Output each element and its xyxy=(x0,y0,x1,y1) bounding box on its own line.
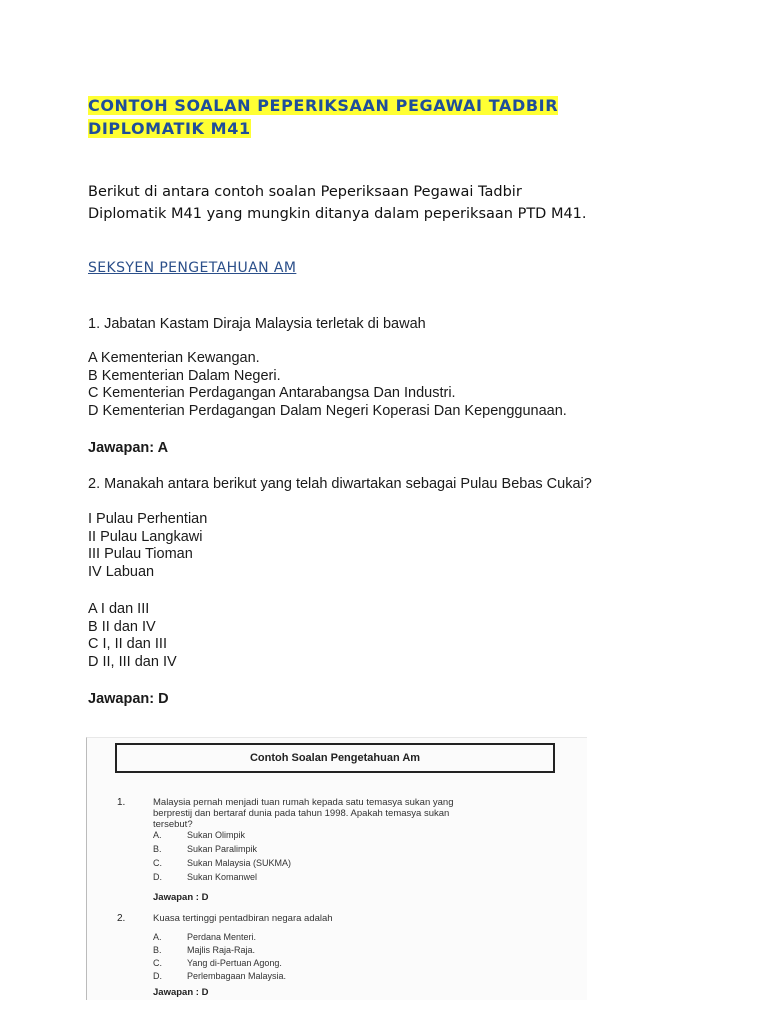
q1-answer-value: A xyxy=(157,440,169,456)
scan-q1-opt-d-letter: D. xyxy=(153,872,162,882)
question-2-items xyxy=(88,511,728,581)
q2-item-1: I Pulau Perhentian xyxy=(88,511,208,527)
q2-option-a: A I dan III xyxy=(88,601,150,617)
title-line-1: CONTOH SOALAN PEPERIKSAAN PEGAWAI TADBIR xyxy=(88,96,559,115)
intro-paragraph xyxy=(88,181,728,225)
title-line-2: DIPLOMATIK M41 xyxy=(88,119,251,138)
question-1: 1. Jabatan Kastam Diraja Malaysia terletak di bawah xyxy=(88,316,426,332)
scan-q1-opt-a-text: Sukan Olimpik xyxy=(187,830,246,840)
q2-option-c: C I, II dan III xyxy=(88,636,167,652)
scan-q1-answer: Jawapan : D xyxy=(153,892,209,903)
q1-answer-label: Jawapan: xyxy=(88,440,155,456)
q2-answer xyxy=(88,691,728,709)
scan-q1-line-2: berprestij dan bertaraf dunia pada tahun 1998. Apakah temasya sukan xyxy=(153,808,450,819)
scan-q2-answer: Jawapan : D xyxy=(153,987,209,998)
intro-line-1: Berikut di antara contoh soalan Peperiksaan Pegawai Tadbir xyxy=(88,184,522,200)
scan-q1-opt-c-letter: C. xyxy=(153,858,162,868)
q2-option-d: D II, III dan IV xyxy=(88,653,177,670)
scan-q1-opt-b-text: Sukan Paralimpik xyxy=(187,844,258,854)
scan-q1-opt-b-letter: B. xyxy=(153,844,162,854)
scan-q1-opt-d-text: Sukan Komanwel xyxy=(187,872,258,882)
q2-answer-label: Jawapan: xyxy=(88,691,155,707)
scan-q1-opt-a-letter: A. xyxy=(153,830,162,840)
scan-q1-line-1: Malaysia pernah menjadi tuan rumah kepada satu temasya sukan yang xyxy=(153,797,454,808)
q2-item-3: III Pulau Tioman xyxy=(88,546,193,562)
q2-item-2: II Pulau Langkawi xyxy=(88,528,203,545)
scan-q2-opt-b-letter: B. xyxy=(153,945,162,955)
scan-q2-line-1: Kuasa tertinggi pentadbiran negara adalah xyxy=(153,913,333,924)
page-title xyxy=(88,94,648,140)
q2-answer-value: D xyxy=(158,691,169,707)
scanned-exam-image xyxy=(86,737,587,1000)
scan-header: Contoh Soalan Pengetahuan Am xyxy=(115,743,555,773)
scan-q2-opt-b-text: Majlis Raja-Raja. xyxy=(187,945,256,955)
scan-q2-opt-c-letter: C. xyxy=(153,958,162,968)
scan-q2-number: 2. xyxy=(117,913,126,924)
scan-q2-opt-d-letter: D. xyxy=(153,971,162,981)
q2-option-b: B II dan IV xyxy=(88,618,156,635)
q1-option-a: A Kementerian Kewangan. xyxy=(88,350,260,366)
scan-q1-text xyxy=(153,797,453,830)
section-heading: SEKSYEN PENGETAHUAN AM xyxy=(88,260,297,276)
question-2-options xyxy=(88,601,728,671)
question-2: 2. Manakah antara berikut yang telah diwartakan sebagai Pulau Bebas Cukai? xyxy=(88,476,592,492)
scan-q2-opt-d-text: Perlembagaan Malaysia. xyxy=(187,971,287,981)
scan-q2-opt-c-text: Yang di-Pertuan Agong. xyxy=(187,958,282,968)
question-1-options xyxy=(88,350,728,420)
scan-q1-number: 1. xyxy=(117,797,126,808)
scan-q2-opt-a-text: Perdana Menteri. xyxy=(187,932,257,942)
scan-q1-opt-c-text: Sukan Malaysia (SUKMA) xyxy=(187,858,292,868)
q1-option-b: B Kementerian Dalam Negeri. xyxy=(88,367,281,384)
q1-answer xyxy=(88,440,728,458)
q1-option-c: C Kementerian Perdagangan Antarabangsa Dan Industri. xyxy=(88,385,456,401)
q1-option-d: D Kementerian Perdagangan Dalam Negeri Koperasi Dan Kepenggunaan. xyxy=(88,402,567,419)
q2-item-4: IV Labuan xyxy=(88,563,155,580)
intro-line-2: Diplomatik M41 yang mungkin ditanya dalam peperiksaan PTD M41. xyxy=(88,206,587,222)
scan-q2-opt-a-letter: A. xyxy=(153,932,162,942)
scan-q1-line-3: tersebut? xyxy=(153,819,193,830)
